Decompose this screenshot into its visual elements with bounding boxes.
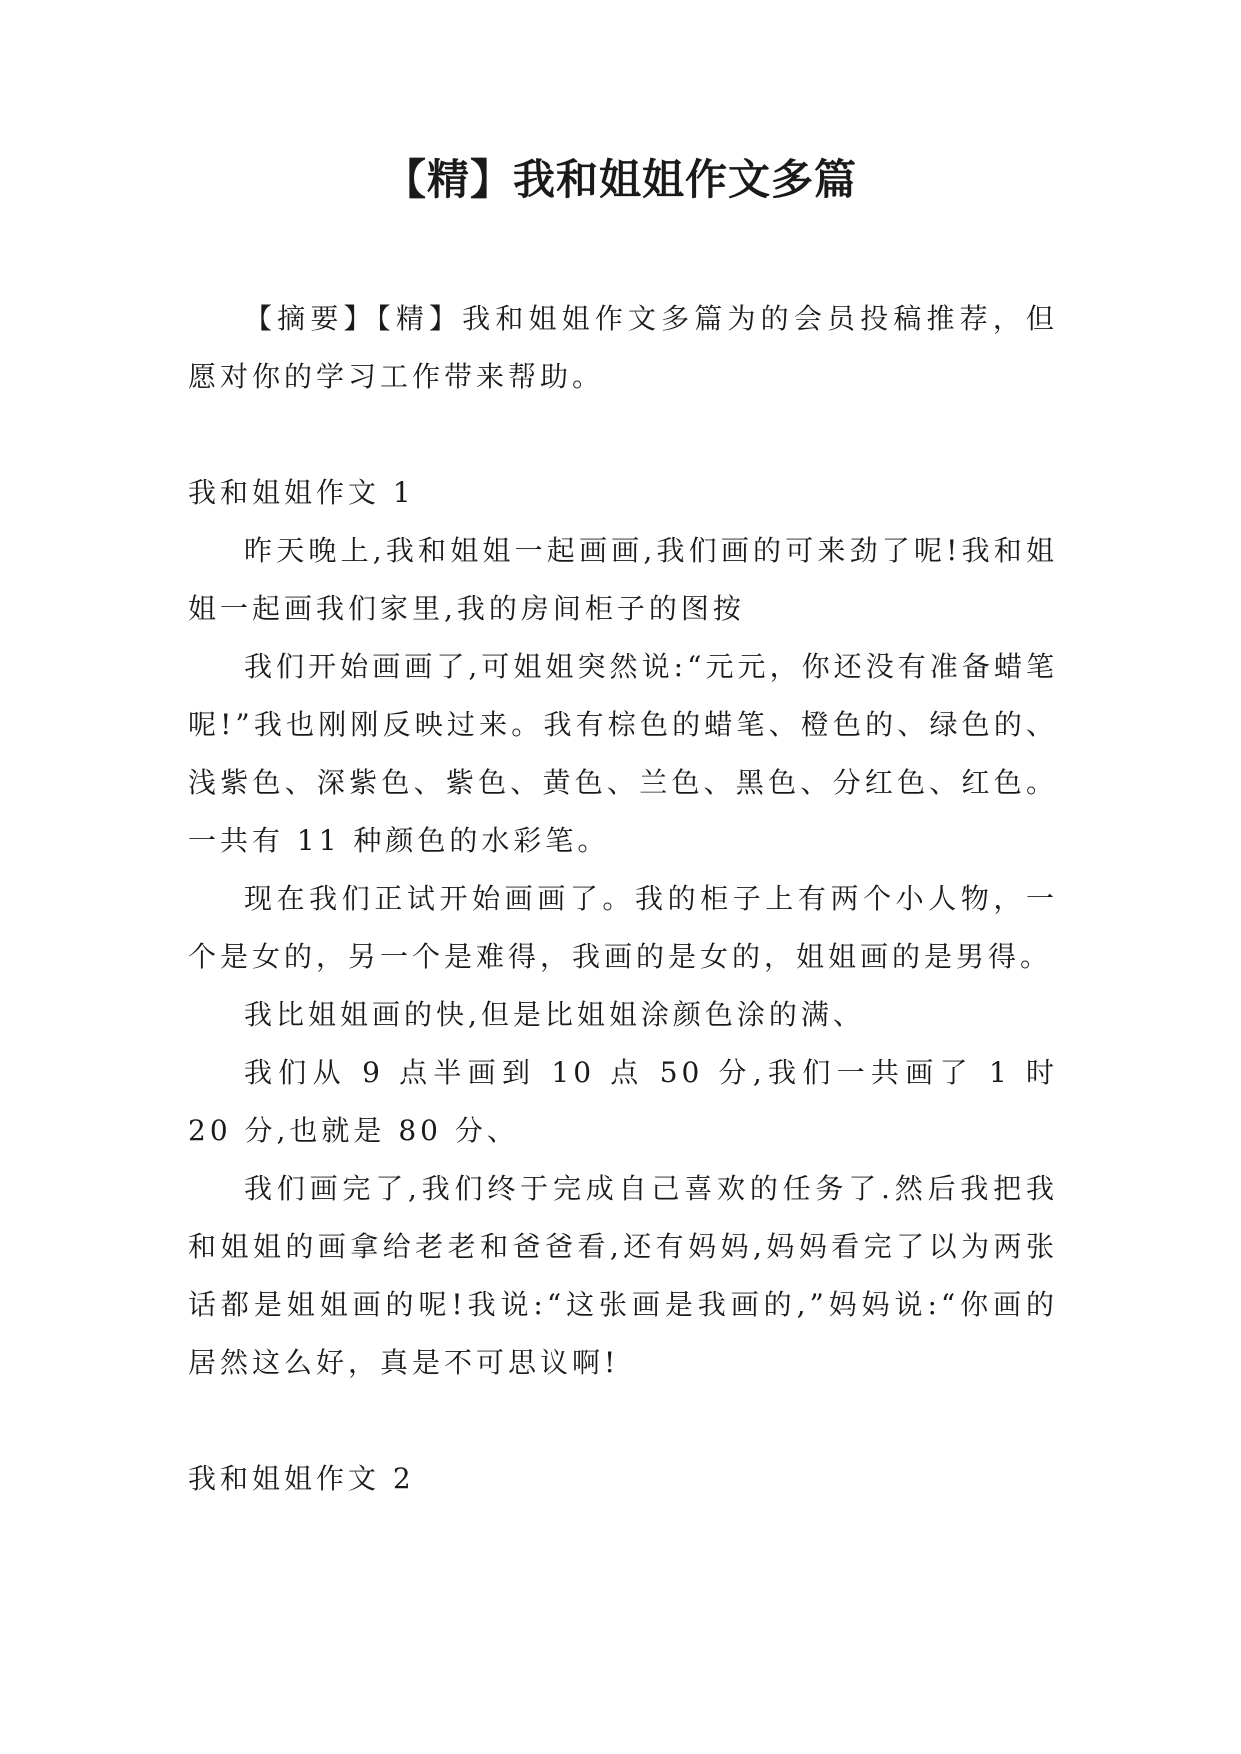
essay-1-paragraph: 我们从 9 点半画到 10 点 50 分,我们一共画了 1 时 20 分,也就是 80 分、 (188, 1056, 1058, 1147)
document-title: 【精】我和姐姐作文多篇 (383, 155, 857, 204)
spacer (188, 1392, 1058, 1450)
summary-paragraph: 【摘要】【精】我和姐姐作文多篇为的会员投稿推荐，但愿对你的学习工作带来帮助。 (188, 302, 1058, 393)
essay-1-paragraph: 昨天晚上,我和姐姐一起画画,我们画的可来劲了呢!我和姐姐一起画我们家里,我的房间柜子的图按 (188, 534, 1058, 625)
essay-2-heading: 我和姐姐作文 2 (188, 1462, 415, 1495)
essay-1-paragraph: 我们开始画画了,可姐姐突然说:“元元，你还没有准备蜡笔呢!”我也刚刚反映过来。我有棕色的蜡笔、橙色的、绿色的、浅紫色、深紫色、紫色、黄色、兰色、黑色、分红色、红色。一共有 11 种颜色的水彩笔。 (188, 650, 1058, 857)
document-body (188, 290, 1058, 1508)
essay-1-paragraph: 现在我们正试开始画画了。我的柜子上有两个小人物，一个是女的，另一个是难得，我画的是女的，姐姐画的是男得。 (188, 882, 1058, 973)
essay-1-paragraph: 我们画完了,我们终于完成自己喜欢的任务了.然后我把我和姐姐的画拿给老老和爸爸看,还有妈妈,妈妈看完了以为两张话都是姐姐画的呢!我说:“这张画是我画的,”妈妈说:“你画的居然这么好，真是不可思议啊! (188, 1172, 1058, 1379)
spacer (188, 406, 1058, 464)
essay-1-heading: 我和姐姐作文 1 (188, 476, 415, 509)
essay-1-paragraph: 我比姐姐画的快,但是比姐姐涂颜色涂的满、 (244, 998, 865, 1031)
